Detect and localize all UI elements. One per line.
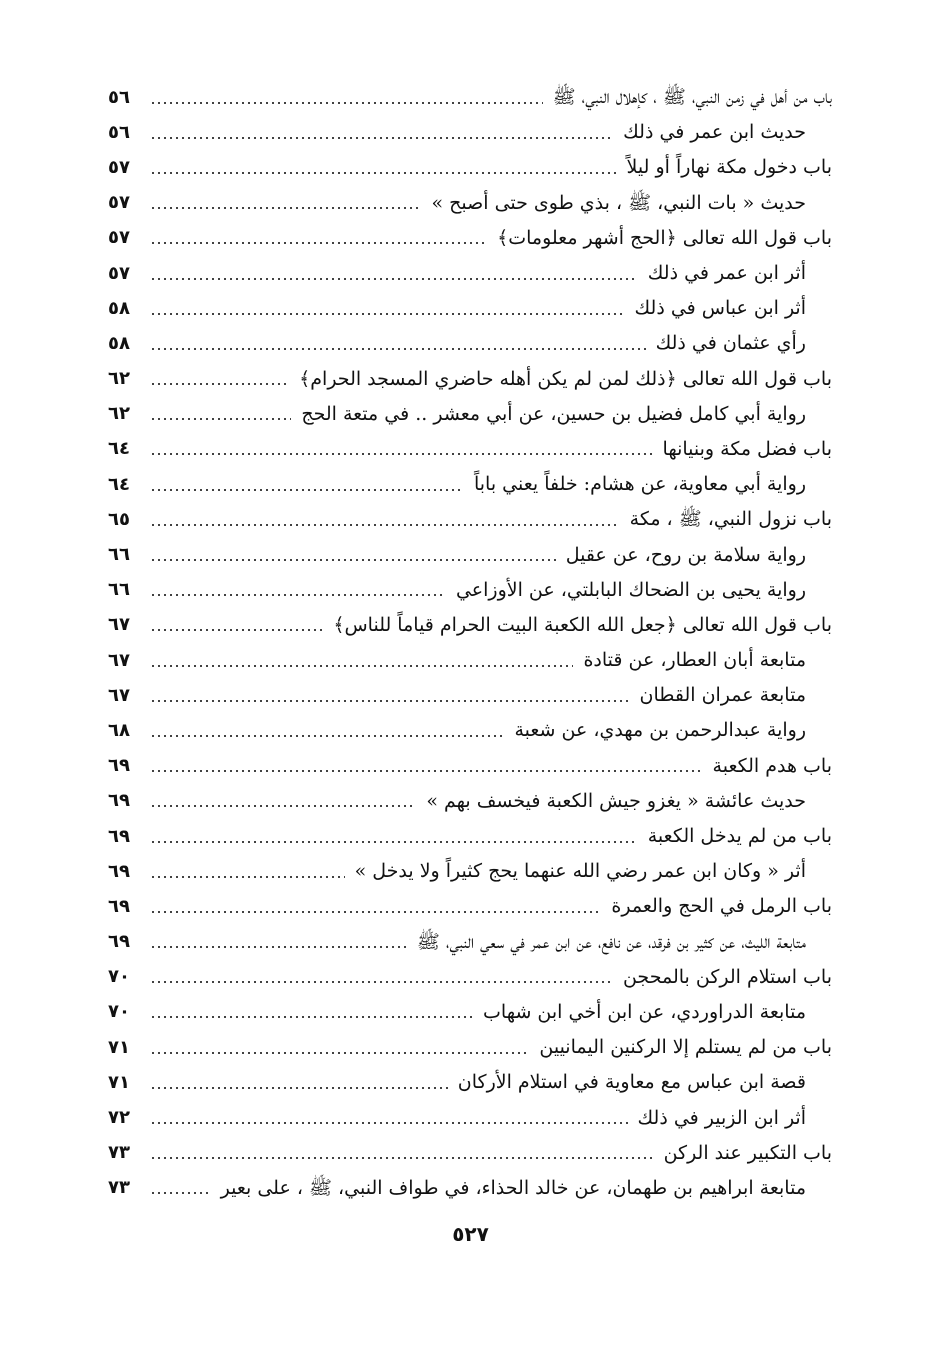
dot-leader [150, 665, 573, 667]
toc-entry-title: باب دخول مكة نهاراً أو ليلاً [626, 156, 832, 179]
dot-leader [150, 770, 703, 772]
dot-leader [150, 137, 613, 139]
dot-leader [150, 1052, 529, 1054]
toc-entry-title: باب من لم يستلم إلا الركنين اليمانيين [539, 1036, 832, 1059]
toc-entry[interactable] [108, 1136, 832, 1171]
toc-entry-title: باب استلام الركن بالمحجن [622, 965, 832, 988]
toc-entry-title: أثر ابن الزبير في ذلك [637, 1106, 806, 1129]
toc-entry[interactable] [108, 150, 832, 185]
toc-entry[interactable] [108, 819, 832, 854]
dot-leader [150, 559, 556, 561]
toc-entry-title: متابعة عمران القطان [639, 684, 806, 707]
toc-entry-title: قصة ابن عباس مع معاوية في استلام الأركان [457, 1071, 806, 1094]
toc-entry-title: رواية عبدالرحمن بن مهدي، عن شعبة [514, 719, 806, 742]
toc-entry-title: باب من أهل في زمن النبي، ﷺ ، كإهلال النبي، ﷺ [552, 86, 832, 109]
dot-leader [150, 700, 630, 702]
toc-entry[interactable] [108, 467, 832, 502]
toc-entry[interactable] [108, 960, 832, 995]
toc-entry-page-number: ٦٩ [108, 931, 130, 953]
toc-entry[interactable] [108, 362, 832, 397]
toc-entry-page-number: ٦٩ [108, 790, 130, 812]
toc-entry-title: متابعة أبان العطار، عن قتادة [583, 649, 806, 672]
toc-entry-title: رأي عثمان في ذلك [655, 332, 806, 355]
toc-entry-title: أثر « وكان ابن عمر رضي الله عنهما يحج كثيراً ولا يدخل » [354, 860, 806, 883]
toc-entry-page-number: ٧٣ [108, 1142, 130, 1164]
toc-entry-title: رواية أبي معاوية، عن هشام: خلفاً يعني باباً [473, 473, 806, 496]
toc-entry[interactable] [108, 221, 832, 256]
toc-entry-page-number: ٥٨ [108, 332, 130, 354]
toc-entry-page-number: ٥٦ [108, 121, 130, 143]
toc-entry-title: أثر ابن عمر في ذلك [647, 262, 806, 285]
toc-entry-page-number: ٦٧ [108, 684, 130, 706]
toc-entry-page-number: ٥٦ [108, 86, 130, 108]
toc-entry-title: رواية أبي كامل فضيل بن حسين، عن أبي معشر .. في متعة الحج [301, 402, 806, 425]
toc-entry-page-number: ٦٩ [108, 825, 130, 847]
toc-entry-title: باب من لم يدخل الكعبة [647, 825, 832, 848]
dot-leader [150, 629, 323, 631]
toc-entry[interactable] [108, 537, 832, 572]
toc-entry-page-number: ٧٣ [108, 1177, 130, 1199]
toc-entry-title: باب فضل مكة وبنيانها [662, 437, 832, 460]
toc-entry[interactable] [108, 326, 832, 361]
toc-entry-page-number: ٦٥ [108, 508, 130, 530]
dot-leader [150, 1122, 628, 1124]
dot-leader [150, 1016, 473, 1018]
dot-leader [150, 489, 464, 491]
toc-entry-title: باب قول الله تعالى ﴿ذلك لمن لم يكن أهله حاضري المسجد الحرام﴾ [299, 367, 832, 390]
toc-entry[interactable] [108, 1171, 832, 1206]
toc-entry-page-number: ٥٧ [108, 227, 130, 249]
toc-entry-page-number: ٦٩ [108, 755, 130, 777]
dot-leader [150, 418, 291, 420]
toc-entry-page-number: ٦٨ [108, 719, 130, 741]
toc-entry-page-number: ٦٦ [108, 579, 130, 601]
toc-entry[interactable] [108, 678, 832, 713]
toc-entry[interactable] [108, 854, 832, 889]
toc-entry-title: باب التكبير عند الركن [663, 1141, 832, 1164]
toc-entry-title: رواية سلامة بن روح، عن عقيل [565, 543, 806, 566]
toc-entry[interactable] [108, 608, 832, 643]
toc-entry[interactable] [108, 1030, 832, 1065]
toc-entry-title: حديث عائشة « يغزو جيش الكعبة فيخسف بهم » [426, 789, 806, 812]
toc-entry[interactable] [108, 432, 832, 467]
toc-entry-page-number: ٦٩ [108, 860, 130, 882]
toc-entry-page-number: ٦٢ [108, 403, 130, 425]
dot-leader [150, 911, 601, 913]
toc-entry-title: حديث ابن عمر في ذلك [623, 121, 806, 144]
toc-entry-page-number: ٦٢ [108, 368, 130, 390]
toc-entry-page-number: ٥٧ [108, 262, 130, 284]
toc-entry-page-number: ٧٠ [108, 1001, 130, 1023]
toc-entry[interactable] [108, 995, 832, 1030]
toc-entry[interactable] [108, 291, 832, 326]
toc-entry-page-number: ٥٧ [108, 192, 130, 214]
toc-entry-page-number: ٧٢ [108, 1107, 130, 1129]
toc-entry-title: باب قول الله تعالى ﴿جعل الله الكعبة البيت الحرام قياماً للناس﴾ [333, 613, 832, 636]
table-of-contents [108, 80, 832, 1206]
toc-entry-title: باب الرمل في الحج والعمرة [611, 895, 832, 918]
toc-entry-page-number: ٦٤ [108, 473, 130, 495]
toc-entry[interactable] [108, 186, 832, 221]
toc-entry-page-number: ٥٧ [108, 156, 130, 178]
dot-leader [150, 524, 620, 526]
toc-entry-title: رواية يحيى بن الضحاك البابلتي، عن الأوزاعي [455, 578, 806, 601]
toc-entry-page-number: ٧١ [108, 1071, 130, 1093]
dot-leader [150, 453, 653, 455]
toc-entry[interactable] [108, 784, 832, 819]
toc-entry-title: متابعة ابراهيم بن طهمان، عن خالد الحذاء، في طواف النبي، ﷺ ، على بعير [220, 1176, 806, 1199]
toc-entry-page-number: ٦٧ [108, 614, 130, 636]
toc-entry-page-number: ٦٦ [108, 544, 130, 566]
toc-entry[interactable] [108, 713, 832, 748]
dot-leader [150, 805, 416, 807]
dot-leader [150, 102, 543, 104]
dot-leader [150, 348, 646, 350]
toc-entry[interactable] [108, 1065, 832, 1100]
toc-entry[interactable] [108, 749, 832, 784]
toc-entry-page-number: ٧٠ [108, 966, 130, 988]
dot-leader [150, 946, 407, 948]
dot-leader [150, 313, 625, 315]
dot-leader [150, 1087, 448, 1089]
toc-entry[interactable] [108, 115, 832, 150]
toc-entry[interactable] [108, 256, 832, 291]
page-number-footer: ٥٢٧ [452, 1222, 489, 1246]
toc-entry-title: متابعة الدراوردي، عن ابن أخي ابن شهاب [483, 1000, 806, 1023]
dot-leader [150, 735, 504, 737]
dot-leader [150, 876, 345, 878]
dot-leader [150, 383, 289, 385]
dot-leader [150, 207, 421, 209]
dot-leader [150, 841, 638, 843]
toc-entry-page-number: ٧١ [108, 1036, 130, 1058]
toc-entry[interactable] [108, 80, 832, 115]
toc-entry[interactable] [108, 889, 832, 924]
toc-entry[interactable] [108, 573, 832, 608]
toc-entry[interactable] [108, 1100, 832, 1135]
toc-entry-page-number: ٥٨ [108, 297, 130, 319]
toc-entry[interactable] [108, 397, 832, 432]
toc-entry[interactable] [108, 643, 832, 678]
toc-entry[interactable] [108, 502, 832, 537]
toc-entry-page-number: ٦٧ [108, 649, 130, 671]
toc-entry-title: حديث « بات النبي، ﷺ ، بذي طوى حتى أصبح » [431, 191, 806, 214]
dot-leader [150, 594, 446, 596]
dot-leader [150, 981, 613, 983]
dot-leader [150, 1157, 654, 1159]
dot-leader [150, 278, 638, 280]
toc-entry-title: أثر ابن عباس في ذلك [634, 297, 806, 320]
toc-entry-page-number: ٦٤ [108, 438, 130, 460]
toc-entry-title: متابعة الليث، عن كثير بن فرقد، عن نافع، عن ابن عمر في سعي النبي، ﷺ [416, 930, 806, 953]
dot-leader [150, 172, 617, 174]
toc-entry-title: باب قول الله تعالى ﴿الحج أشهر معلومات﴾ [497, 226, 832, 249]
toc-entry-page-number: ٦٩ [108, 895, 130, 917]
dot-leader [150, 1192, 211, 1194]
toc-entry-title: باب نزول النبي، ﷺ ، مكة [629, 508, 832, 531]
dot-leader [150, 242, 487, 244]
toc-entry-title: باب هدم الكعبة [712, 754, 832, 777]
toc-entry[interactable] [108, 925, 832, 960]
